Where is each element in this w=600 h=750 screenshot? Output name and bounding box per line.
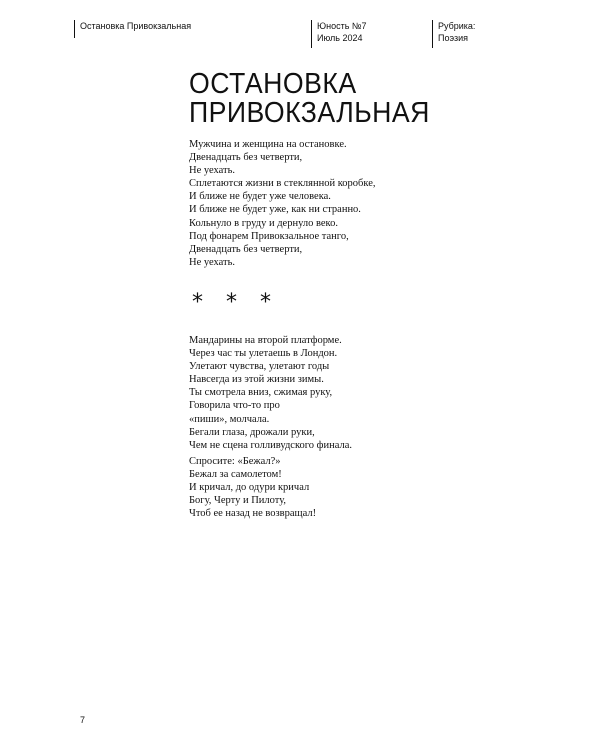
issue-info [311,20,367,48]
verse-line: Улетают чувства, улетают годы [189,361,330,373]
verse-line: И ближе не будет уже человека. [189,191,331,203]
verse-line: Под фонарем Привокзальное танго, [189,230,349,242]
issue-date: Июль 2024 [317,33,363,43]
verse-line: Двенадцать без четверти, [189,152,303,164]
poem-2-stanza-1 [189,334,352,452]
page-number: 7 [80,715,86,725]
verse-line: Бегали глаза, дрожали руки, [189,426,315,438]
poem-1 [189,138,376,269]
running-title: Остановка Привокзальная [80,21,192,31]
verse-line: И кричал, до одури кричал [189,482,310,494]
verse-line: Не уехать. [189,256,236,268]
verse-line: Не уехать. [189,165,236,177]
verse-line: Чтоб ее назад не возвращал! [189,508,317,520]
verse-line: Спросите: «Бежал?» [189,456,281,467]
verse-line: Сплетаются жизни в стеклянной коробке, [189,178,376,190]
poem-title-line-1: ОСТАНОВКА [189,68,357,100]
verse-line: И ближе не будет уже, как ни странно. [189,204,361,216]
verse-line: Кольнуло в груду и дернуло веко. [189,217,338,229]
issue-number: Юность №7 [317,21,367,31]
verse-line: Мандарины на второй платформе. [189,335,342,346]
verse-line: Бежал за самолетом! [189,469,282,481]
verse-line: Мужчина и женщина на остановке. [189,139,347,150]
poem-title-line-2: ПРИВОКЗАЛЬНАЯ [189,97,430,129]
verse-line: «пиши», молчала. [189,413,270,425]
verse-line: Навсегда из этой жизни зимы. [189,374,324,386]
verse-line: Чем не сцена голливудского финала. [189,439,353,451]
verse-line: Двенадцать без четверти, [189,243,303,255]
verse-line: Через час ты улетаешь в Лондон. [189,348,338,360]
verse-line: Ты смотрела вниз, сжимая руку, [189,387,333,399]
rubric-label: Рубрика: [438,21,476,31]
section-separator: * * * [192,290,279,315]
poem-2-stanza-2 [189,455,316,520]
rubric-value: Поэзия [438,33,468,43]
verse-line: Богу, Черту и Пилоту, [189,495,287,507]
running-header [74,20,191,38]
poem-title [189,70,430,128]
rubric-info [432,20,475,48]
verse-line: Говорила что-то про [189,400,280,412]
